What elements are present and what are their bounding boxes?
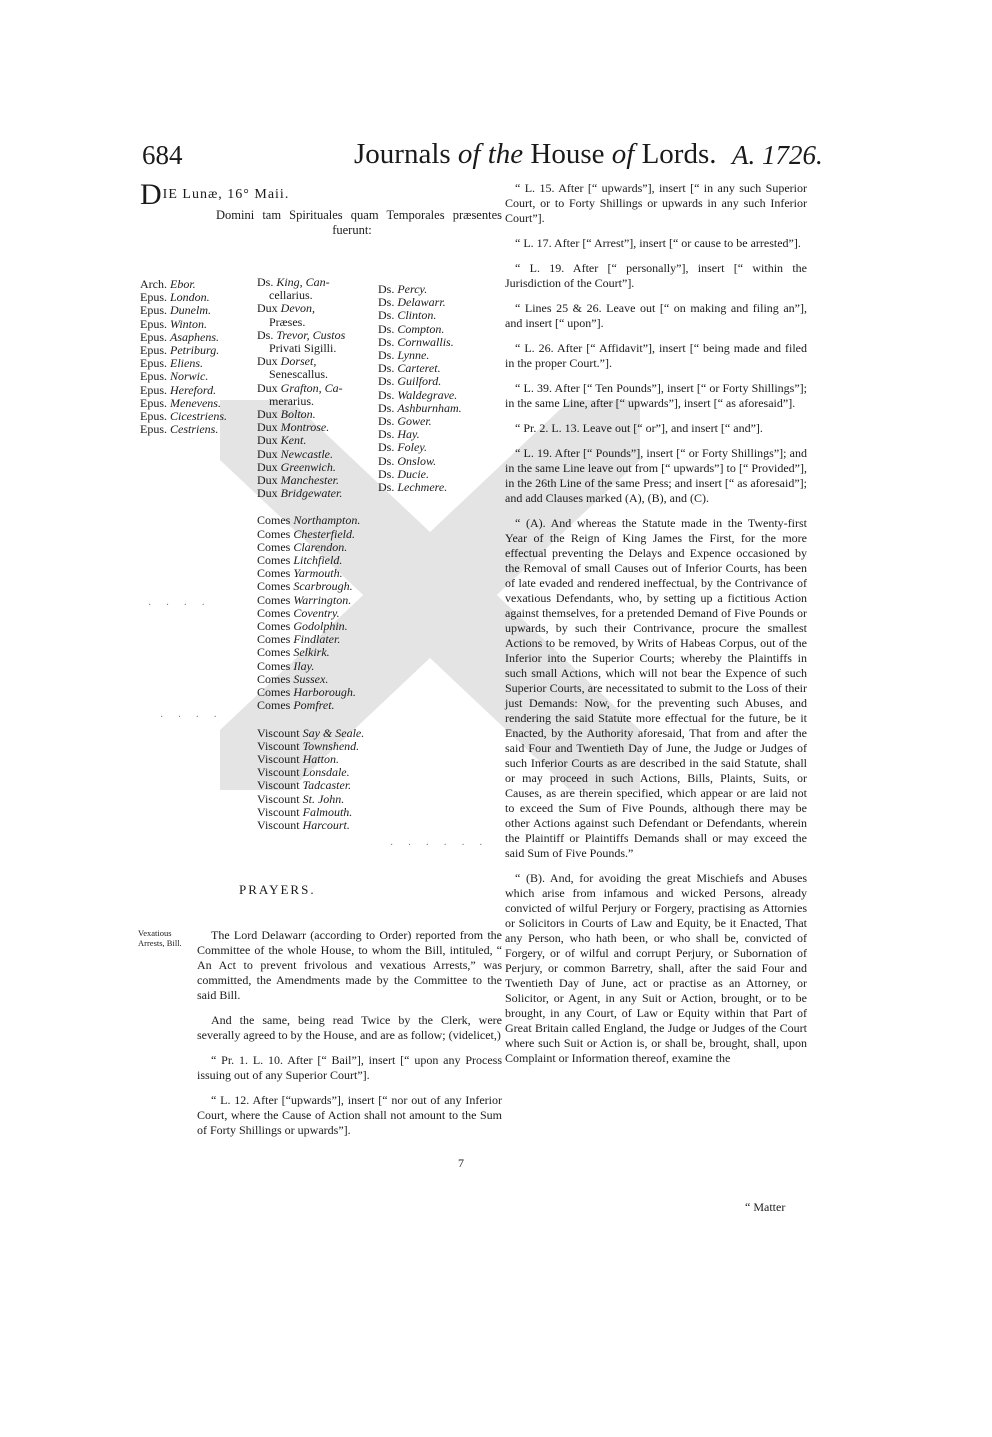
attendee-name: Comes Chesterfield. [257,526,356,541]
title-word: House [530,138,605,170]
attendee-name: Ds. Delawarr. [378,295,446,310]
ink-specks: · · · · · · [390,840,489,851]
paragraph: The Lord Delawarr (according to Order) reported from the Committee of the whole House, to whom the Bill, intituled, “ An Act to prevent frivolous and vexatious Arrests,” was committed, the Amendments made by the Committee to the said Bill. [197,928,502,1002]
attendee-name: Epus. Eliens. [140,356,203,371]
attendee-name: Epus. Winton. [140,316,208,331]
attendee-name: Comes Northampton. [257,513,361,528]
paragraph: “ Pr. 1. L. 10. After [“ Bail”], insert [“ upon any Process issuing out of any Superior Court”]. [197,1053,502,1082]
attendee-name: Comes Coventry. [257,605,340,620]
barons-list [378,283,462,494]
running-title [354,138,717,171]
attendee-name: Viscount St. John. [257,791,345,806]
attendee-name: Senescallus. [269,367,328,382]
ink-specks: · · · · [148,600,211,611]
attendee-name: Ds. Carteret. [378,361,441,376]
attendee-name: Dux Kent. [257,433,307,448]
paragraph: And the same, being read Twice by the Clerk, were severally agreed to by the House, and are as follow; (videlicet,) [197,1013,502,1042]
running-year: A. 1726. [732,140,823,170]
attendee-name: Ds. King, Can- [257,275,330,289]
paragraph: “ L. 19. After [“ Pounds”], insert [“ or Forty Shillings”]; and in the same Line leave out from [“ upwards”] to [“ Provided”], in the 26th Line of the same Press; and insert [“ as aforesaid”]; and add Clauses marked (A), (B), and (C). [505,446,807,505]
drop-initial: D [140,178,163,211]
attendee-name: Ds. Cornwallis. [378,334,454,349]
paragraph: “ L. 26. After [“ Affidavit”], insert [“ being made and filed in the proper Court.”]. [505,341,807,370]
attendee-name: Præses. [269,314,306,329]
paragraph: “ L. 15. After [“ upwards”], insert [“ in any such Superior Court, or to Forty Shillings or upwards in any such Inferior Court”]. [505,181,807,225]
attendee-name: Epus. Cicestriens. [140,409,227,424]
attendee-name: Ds. Foley. [378,440,427,455]
attendee-name: Comes Findlater. [257,632,341,647]
attendee-name: Epus. Petriburg. [140,343,220,358]
left-body-text [197,928,502,1148]
attendee-name: Viscount Say & Seale. [257,725,365,740]
attendee-name: Arch. Ebor. [140,277,196,291]
attendee-name: Epus. Norwic. [140,369,209,384]
title-word: of [611,138,635,170]
paragraph: “ Lines 25 & 26. Leave out [“ on making and filing an”], and insert [“ upon”]. [505,301,807,330]
attendee-name: Ds. Onslow. [378,453,437,468]
attendee-name: Dux Devon, [257,301,315,316]
attendee-name: merarius. [269,393,314,408]
attendee-name: Epus. Cestriens. [140,422,219,437]
catchword: “ Matter [745,1200,786,1214]
attendee-name: Comes Yarmouth. [257,566,343,581]
attendee-name: Dux Montrose. [257,420,330,435]
attendee-name: Dux Dorset, [257,354,317,369]
paragraph: “ L. 12. After [“upwards”], insert [“ nor out of any Inferior Court, where the Cause of Action shall not amount to the Sum of Forty Shillings or upwards”]. [197,1093,502,1137]
attendee-name: Epus. Hereford. [140,382,217,397]
attendee-name: Dux Bridgewater. [257,486,343,501]
attendee-name: Comes Clarendon. [257,539,348,554]
attendee-name: Epus. Asaphens. [140,329,219,344]
session-heading [140,178,502,248]
title-word: of [457,138,481,170]
attendee-name: Epus. Menevens. [140,395,221,410]
attendee-name: Ds. Guilford. [378,374,442,389]
paragraph: “ L. 17. After [“ Arrest”], insert [“ or cause to be arrested”]. [515,236,801,250]
title-word: Journals [354,138,451,170]
attendee-name: Epus. London. [140,290,210,305]
spacer [257,500,364,514]
lords-temporal-list [257,276,364,832]
attendee-name: Comes Scarbrough. [257,579,353,594]
paragraph: “ L. 39. After [“ Ten Pounds”], insert [“ or Forty Shillings”]; in the same Line, after [“ upwards”], insert [“ as aforesaid”]. [505,381,807,410]
prayers-heading: PRAYERS. [239,882,316,897]
attendee-name: Viscount Falmouth. [257,804,353,819]
page-number: 684 [142,140,183,170]
domini-line: Domini tam Spirituales quam Temporales præsentes fuerunt: [216,208,502,237]
attendee-name: Comes Pomfret. [257,698,335,713]
attendee-name: Viscount Harcourt. [257,817,350,832]
die-text: IE Lunæ, 16° Maii. [162,187,290,202]
ink-specks: · · · · [160,712,223,723]
attendee-name: Dux Newcastle. [257,446,333,461]
attendee-name: Viscount Tadcaster. [257,778,352,793]
attendee-name: Dux Bolton. [257,407,316,422]
attendee-name: Dux Manchester. [257,473,339,488]
spacer [257,713,364,727]
attendee-name: Comes Harborough. [257,685,356,700]
attendee-name: Ds. Hay. [378,427,420,442]
die-line [140,178,502,211]
attendee-name: Ds. Clinton. [378,308,437,323]
attendee-name: Dux Greenwich. [257,459,336,474]
attendee-name: Dux Grafton, Ca- [257,380,343,395]
margin-note: Vexatious Arrests, Bill. [138,928,182,948]
paragraph: “ (B). And, for avoiding the great Mischiefs and Abuses which arise from infamous and wicked Persons, already convicted of wilful Perjury or Forgery, practising as Attornies or Solicitors in Courts of Law and Equity, be it Enacted, That any Person, who hath been, or who shall be, convicted of Forgery, or of wilful and corrupt Perjury, or Subornation of Perjury, or common Barretry, shall, after the said Four and Twentieth Day of June, act or practise as an Attorney, or Solicitor, or Agent, in any Suit or Action, brought, or to be brought, in any Court, of Law or Equity within that Part of Great Britain called England, the Judge or Judges of the Court where such Suit or Action is, or shall be, brought, shall, upon Complaint or Information thereof, examine the [505,871,807,1065]
attendee-name: Ds. Lynne. [378,348,430,363]
attendee-name: Ds. Compton. [378,321,445,336]
attendee-name: Ds. Ashburnham. [378,400,462,415]
attendee-name: Ds. Ducie. [378,466,429,481]
attendee-name: Viscount Hatton. [257,751,339,766]
paragraph: “ L. 19. After [“ personally”], insert [“ within the Jurisdiction of the Court”]. [505,261,807,290]
paragraph: “ Pr. 2. L. 13. Leave out [“ or”], and insert [“ and”]. [515,421,763,435]
title-word: the [487,138,524,170]
attendee-name: Privati Sigilli. [269,341,337,356]
attendee-name: Comes Selkirk. [257,645,330,660]
lords-spiritual-list [140,278,227,436]
title-word: Lords. [641,138,717,170]
attendee-name: Ds. Trevor, Custos [257,327,346,342]
attendee-name: Ds. Lechmere. [378,480,448,495]
right-body-text [505,181,807,1076]
attendee-name: Viscount Lonsdale. [257,765,350,780]
attendee-name: Ds. Percy. [378,282,428,296]
attendee-name: Ds. Gower. [378,414,432,429]
attendee-name: Ds. Waldegrave. [378,387,458,402]
attendee-name: Viscount Townshend. [257,738,360,753]
attendee-name: Comes Warrington. [257,592,352,607]
attendee-name: Epus. Dunelm. [140,303,211,318]
signature-mark: 7 [458,1156,464,1170]
attendee-name: Comes Ilay. [257,658,315,673]
paragraph: “ (A). And whereas the Statute made in the Twenty-first Year of the Reign of King James the First, for the more effectual preventing the Delays and Expence occasioned by the Removal of small Causes out of Inferior Courts, has been of late evaded and rendered ineffectual, by the Contrivance of vexatious Defendants, who, by setting up a fictitious Action against themselves, for a pretended Demand of Five Pounds or upwards, by such their Contrivance, procure the smallest Actions to be removed, by Writs of Habeas Corpus, out of the Inferior into the Superior Courts; whereby the Plaintiffs in such small Actions, which will not bear the Expence of such Superior Courts, are necessitated to submit to the Loss of their just Demands: Now, for the preventing such Abuses, and rendering the said Statute more effectual for the future, be it Enacted, by the Authority aforesaid, That from and after the said Four and Twentieth Day of June, the Judge or Judges of such Inferior Courts as are described in the said Statute, shall or may proceed in such Actions, Bills, Plaints, Suits, or Causes, as are therein specified, which appear or are laid not to exceed the Sum of Five Pounds, although there may be other Actions against such Defendant or Defendants, wherein the Plaintiff or Plaintiffs Demands shall or may exceed the said Sum of Five Pounds.” [505,516,807,860]
attendee-name: cellarius. [269,288,313,303]
attendee-name: Comes Litchfield. [257,553,343,568]
attendee-name: Comes Sussex. [257,671,329,686]
attendee-name: Comes Godolphin. [257,619,348,634]
